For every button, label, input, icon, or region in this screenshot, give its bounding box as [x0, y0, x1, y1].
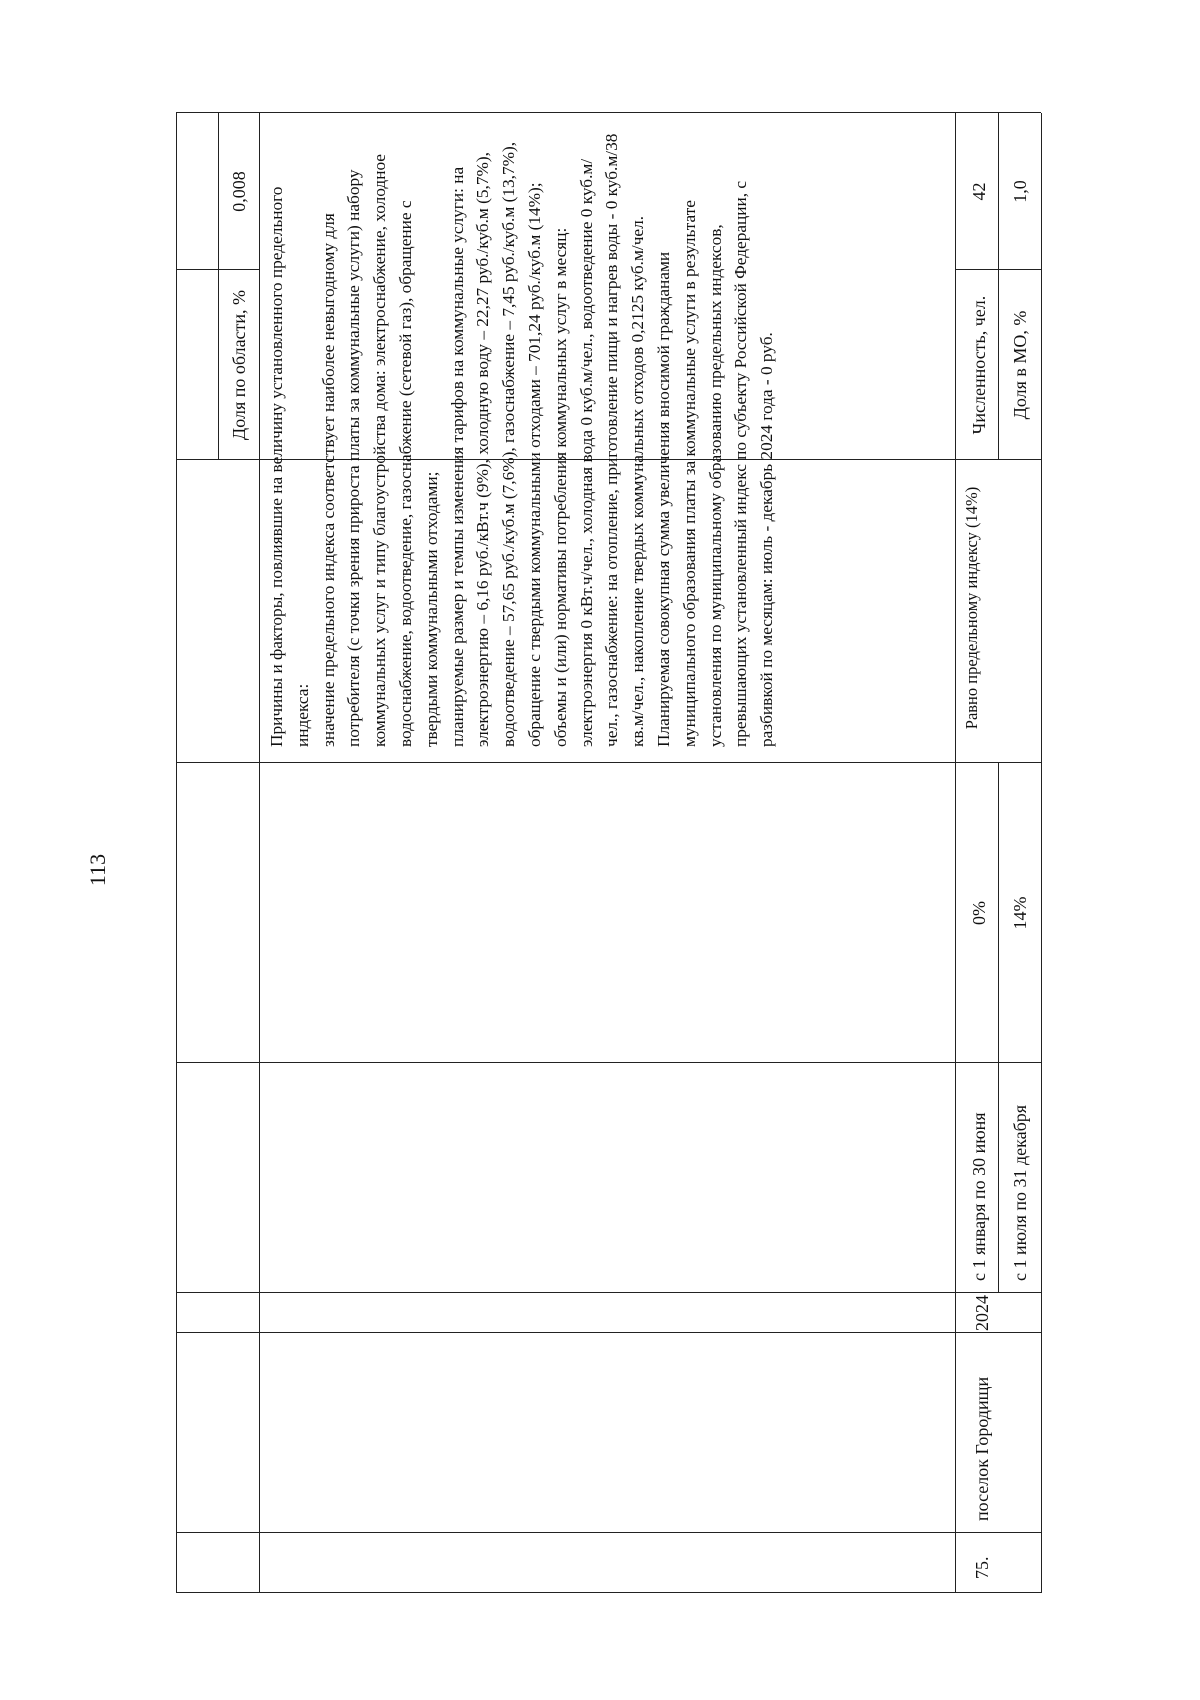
index-first-half: 0%: [969, 901, 989, 925]
table-rule: [998, 113, 999, 460]
table-rule: [998, 763, 999, 1293]
reasons-paragraph: значение предельного индекса соответствует наиболее невыгодному для потребителя (с точки зрения прироста платы за коммунальные услуги) набору коммунальных услуг и типу благоустройства дома: электроснабжение, холодное водоснабжение, водоотведение, газоснабжение (сетевой газ), обращение с твердыми коммунальными отходами;: [318, 154, 441, 747]
reasons-paragraph: Планируемая совокупная сумма увеличения вносимой гражданами муниципального образования платы за коммунальные услуги в результате установления по муниципальному образованию предельных индексов, превышающих установленный индекс по субъекту Российской Федерации, с разбивкой по месяцам: июль - декабрь 2024 года - 0 руб.: [653, 180, 777, 747]
column-divider: [176, 1292, 1041, 1293]
column-divider: [176, 762, 1041, 763]
column-divider: [176, 1332, 1041, 1333]
year: 2024: [972, 1295, 992, 1331]
page-number: 113: [85, 853, 110, 887]
population-value: 42: [969, 182, 989, 201]
table-border-left: [176, 1592, 1041, 1593]
table-border-top: [176, 113, 177, 1593]
table-rule: [259, 113, 260, 1593]
share-region-label: Доля по области, %: [229, 289, 249, 441]
table-rule: [218, 113, 219, 460]
period-second-half: с 1 июля по 31 декабря: [1010, 1104, 1030, 1281]
share-mo-label: Доля в МО, %: [1010, 310, 1030, 420]
share-mo-value: 1,0: [1010, 180, 1030, 203]
reasons-text: [264, 127, 954, 747]
period-first-half: с 1 января по 30 июня: [969, 1112, 989, 1281]
share-region-value: 0,008: [229, 171, 249, 212]
column-divider: [176, 1062, 1041, 1063]
reasons-paragraph: Причины и факторы, повлиявшие на величину установленного предельного индекса:: [267, 186, 312, 747]
reasons-paragraph: планируемые размер и темпы изменения тарифов на коммунальные услуги: на электроэнергию – 6,16 руб./кВт.ч (9%), холодную воду – 22,27 руб./куб.м (5,7%), водоотведение – 57,65 руб./куб.м (7,6%), газоснабжение – 7,45 руб./куб.м (13,7%), обращение с твердыми коммунальными отходами – 701,24 руб./куб.м (14%);: [447, 141, 544, 747]
population-label: Численность, чел.: [969, 295, 989, 435]
reasons-paragraph: объемы и (или) нормативы потребления коммунальных услуг в месяц: электроэнергия 0 кВт.ч/чел., холодная вода 0 куб.м/чел., водоотведение 0 куб.м/чел., газоснабжение: на отопление, приготовление пищи и нагрев воды - 0 куб.м/38 кв.м/чел., накопление твердых коммунальных отходов 0,2125 куб.м/чел.: [550, 133, 648, 747]
table-rule: [955, 113, 956, 1593]
equal-to-limit-index: Равно предельному индексу (14%): [962, 486, 981, 730]
table-border-bottom: [1041, 113, 1042, 1593]
index-second-half: 14%: [1010, 896, 1030, 930]
settlement-name: поселок Городищи: [972, 1376, 992, 1521]
table-border-right: [176, 112, 1041, 113]
column-divider: [176, 1532, 1041, 1533]
tariff-table: [176, 113, 1121, 1593]
row-number: 75.: [972, 1556, 992, 1579]
